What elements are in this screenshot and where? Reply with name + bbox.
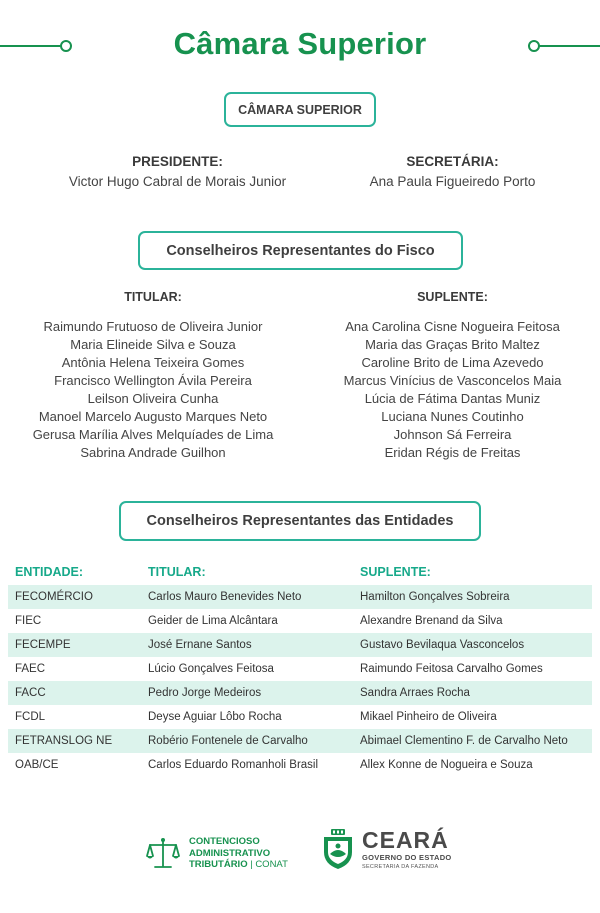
fisco-suplente-name: Eridan Régis de Freitas xyxy=(384,445,521,460)
cell-entidade: FECEMPE xyxy=(15,639,71,651)
cell-suplente: Abimael Clementino F. de Carvalho Neto xyxy=(360,735,568,747)
fisco-titular-name: Manoel Marcelo Augusto Marques Neto xyxy=(38,409,268,424)
fisco-titular-list xyxy=(12,318,294,462)
fisco-suplente-name: Ana Carolina Cisne Nogueira Feitosa xyxy=(345,319,560,334)
fisco-suplente-list xyxy=(305,318,600,462)
table-row xyxy=(8,729,592,753)
fisco-suplente-name: Maria das Graças Brito Maltez xyxy=(365,337,540,352)
cell-suplente: Mikael Pinheiro de Oliveira xyxy=(360,711,497,723)
cell-suplente: Alexandre Brenand da Silva xyxy=(360,615,503,627)
cell-titular: Robério Fontenele de Carvalho xyxy=(148,735,308,747)
table-header-entidade: ENTIDADE: xyxy=(15,565,84,579)
cell-entidade: OAB/CE xyxy=(15,759,59,771)
scale-of-justice-icon xyxy=(145,836,181,872)
cell-titular: Lúcio Gonçalves Feitosa xyxy=(148,663,274,675)
ceara-coat-of-arms-icon xyxy=(322,828,354,870)
ceara-government-logo xyxy=(322,828,452,870)
table-row xyxy=(8,705,592,729)
cell-titular: Carlos Mauro Benevides Neto xyxy=(148,591,302,603)
secretary-block xyxy=(340,154,565,189)
table-row xyxy=(8,609,592,633)
cell-suplente: Allex Konne de Nogueira e Souza xyxy=(360,759,533,771)
fisco-titular-name: Maria Elineide Silva e Souza xyxy=(70,337,236,352)
fisco-titular-name: Antônia Helena Teixeira Gomes xyxy=(61,355,245,370)
cell-titular: Geider de Lima Alcântara xyxy=(148,615,278,627)
cell-titular: José Ernane Santos xyxy=(148,639,252,651)
fisco-suplente-label: SUPLENTE: xyxy=(417,290,488,304)
cell-suplente: Sandra Arraes Rocha xyxy=(360,687,470,699)
president-block xyxy=(40,154,315,189)
cell-suplente: Raimundo Feitosa Carvalho Gomes xyxy=(360,663,543,675)
conat-logo xyxy=(145,836,288,872)
entidades-table xyxy=(8,585,592,777)
cell-entidade: FACC xyxy=(15,687,46,699)
cell-entidade: FIEC xyxy=(15,615,42,627)
secretary-name: Ana Paula Figueiredo Porto xyxy=(369,174,536,189)
table-header-titular: TITULAR: xyxy=(148,565,206,579)
conat-line-3b: | CONAT xyxy=(250,859,288,870)
fisco-titular-name: Gerusa Marília Alves Melquíades de Lima xyxy=(32,427,274,442)
cell-entidade: FCDL xyxy=(15,711,46,723)
cell-entidade: FAEC xyxy=(15,663,46,675)
conat-line-1: CONTENCIOSO xyxy=(189,836,260,847)
fisco-suplente-name: Lúcia de Fátima Dantas Muniz xyxy=(364,391,541,406)
cell-titular: Carlos Eduardo Romanholi Brasil xyxy=(148,759,319,771)
table-header-suplente: SUPLENTE: xyxy=(360,565,431,579)
fisco-titular-column xyxy=(12,290,294,462)
cell-entidade: FETRANSLOG NE xyxy=(15,735,113,747)
ceara-title: CEARÁ xyxy=(362,827,449,853)
cell-entidade: FECOMÉRCIO xyxy=(15,591,93,603)
ceara-secretaria: SECRETARIA DA FAZENDA xyxy=(362,864,439,870)
page-title: Câmara Superior xyxy=(173,26,427,61)
fisco-suplente-name: Caroline Brito de Lima Azevedo xyxy=(361,355,544,370)
table-row xyxy=(8,657,592,681)
table-row xyxy=(8,585,592,609)
cell-titular: Pedro Jorge Medeiros xyxy=(148,687,262,699)
fisco-titular-name: Sabrina Andrade Guilhon xyxy=(80,445,226,460)
conat-line-3a: TRIBUTÁRIO xyxy=(189,859,248,870)
conat-line-2: ADMINISTRATIVO xyxy=(189,847,271,859)
entidades-section-label-box: Conselheiros Representantes das Entidades xyxy=(119,501,481,541)
table-row xyxy=(8,753,592,777)
president-label: PRESIDENTE: xyxy=(132,154,223,169)
fisco-suplente-name: Johnson Sá Ferreira xyxy=(393,427,512,442)
fisco-section-label-box: Conselheiros Representantes do Fisco xyxy=(138,231,463,270)
fisco-titular-name: Francisco Wellington Ávila Pereira xyxy=(54,373,252,388)
fisco-titular-label: TITULAR: xyxy=(124,290,182,304)
fisco-suplente-column xyxy=(305,290,600,462)
ceara-subtitle: GOVERNO DO ESTADO xyxy=(362,853,452,862)
camara-superior-label-box: CÂMARA SUPERIOR xyxy=(224,92,376,127)
cell-suplente: Hamilton Gonçalves Sobreira xyxy=(360,591,510,603)
fisco-suplente-name: Luciana Nunes Coutinho xyxy=(381,409,524,424)
fisco-suplente-name: Marcus Vinícius de Vasconcelos Maia xyxy=(343,373,562,388)
fisco-titular-name: Leilson Oliveira Cunha xyxy=(87,391,219,406)
fisco-titular-name: Raimundo Frutuoso de Oliveira Junior xyxy=(43,319,263,334)
president-name: Victor Hugo Cabral de Morais Junior xyxy=(68,174,287,189)
cell-suplente: Gustavo Bevilaqua Vasconcelos xyxy=(360,639,525,651)
cell-titular: Deyse Aguiar Lôbo Rocha xyxy=(148,711,282,723)
table-row xyxy=(8,681,592,705)
secretary-label: SECRETÁRIA: xyxy=(406,154,499,169)
table-row xyxy=(8,633,592,657)
